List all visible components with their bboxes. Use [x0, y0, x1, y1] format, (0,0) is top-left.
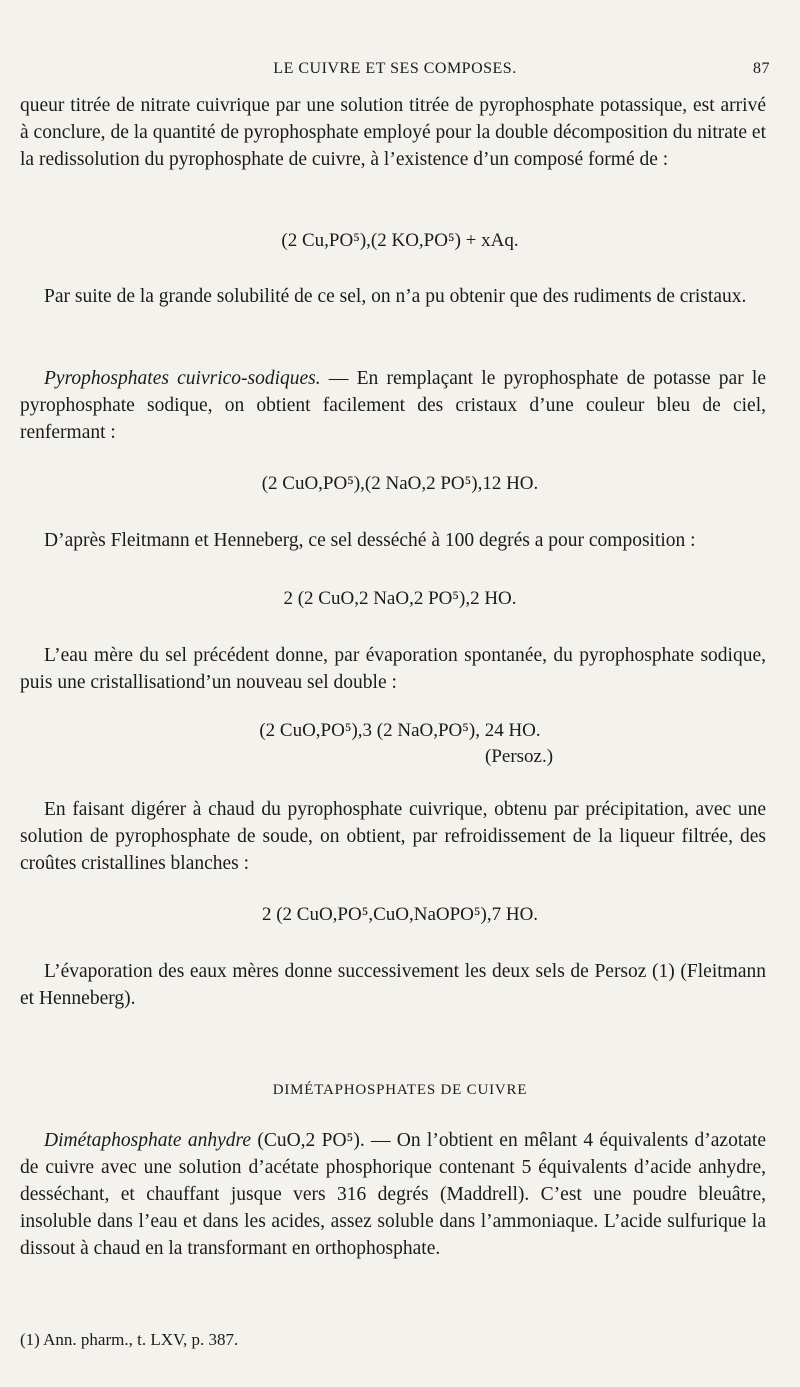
paragraph-7: L’évaporation des eaux mères donne successivement les deux sels de Persoz (1) (Fleitmann et Henneberg). — [20, 961, 766, 1009]
paragraph-6: En faisant digérer à chaud du pyrophosphate cuivrique, obtenu par précipitation, avec une solution de pyrophosphate de soude, on obtient, par refroidissement de la liqueur filtrée, des croûtes cristallines blanches : — [20, 799, 766, 874]
paragraph-8-body: (CuO,2 PO⁵). — On l’obtient en mêlant 4 équivalents d’azotate de cuivre avec une solution d’acétate phosphorique contenant 5 équivalents d’acide anhydre, desséchant, et chauffant jusque vers 316 degrés (Maddrell). C’est une poudre bleuâtre, insoluble dans l’eau et dans les acides, assez soluble dans l’ammoniaque. L’acide sulfurique la dissout à chaud en la transformant en orthophosphate. — [20, 1130, 766, 1259]
paragraph-8-title: Dimétaphosphate anhydre — [44, 1130, 252, 1151]
formula-4: (2 CuO,PO⁵),3 (2 NaO,PO⁵), 24 HO. — [259, 720, 541, 741]
section-heading: DIMÉTAPHOSPHATES DE CUIVRE — [272, 1082, 528, 1098]
paragraph-5: L’eau mère du sel précédent donne, par évaporation spontanée, du pyrophosphate sodique, puis une cristallisationd’un nouveau sel double : — [20, 645, 766, 693]
paragraph-3-title: Pyrophosphates cuivrico-sodiques. — [44, 368, 321, 389]
paragraph-4: D’après Fleitmann et Henneberg, ce sel desséché à 100 degrés a pour composition : — [44, 530, 696, 551]
formula-2: (2 CuO,PO⁵),(2 NaO,2 PO⁵),12 HO. — [261, 473, 539, 494]
page-number: 87 — [753, 60, 770, 77]
attribution-persoz: (Persoz.) — [485, 746, 554, 767]
paragraph-3-body: — En remplaçant le pyrophosphate de potasse par le pyrophosphate sodique, on obtient facilement des cristaux d’une couleur bleu de ciel, renfermant : — [20, 368, 766, 443]
paragraph-8 — [20, 1127, 766, 1262]
header-title: LE CUIVRE ET SES COMPOSES. — [273, 60, 517, 77]
formula-3: 2 (2 CuO,2 NaO,2 PO⁵),2 HO. — [283, 588, 517, 609]
paragraph-2: Par suite de la grande solubilité de ce sel, on n’a pu obtenir que des rudiments de cristaux. — [44, 286, 747, 307]
paragraph-1: queur titrée de nitrate cuivrique par une solution titrée de pyrophosphate potassique, est arrivé à conclure, de la quantité de pyrophosphate employé pour la double décomposition du nitrate et la redissolution du pyrophosphate de cuivre, à l’existence d’un composé formé de : — [20, 95, 766, 170]
formula-1: (2 Cu,PO⁵),(2 KO,PO⁵) + xAq. — [281, 230, 519, 251]
paragraph-3 — [20, 365, 766, 446]
footnote: (1) Ann. pharm., t. LXV, p. 387. — [20, 1330, 239, 1349]
formula-5: 2 (2 CuO,PO⁵,CuO,NaOPO⁵),7 HO. — [261, 904, 539, 925]
